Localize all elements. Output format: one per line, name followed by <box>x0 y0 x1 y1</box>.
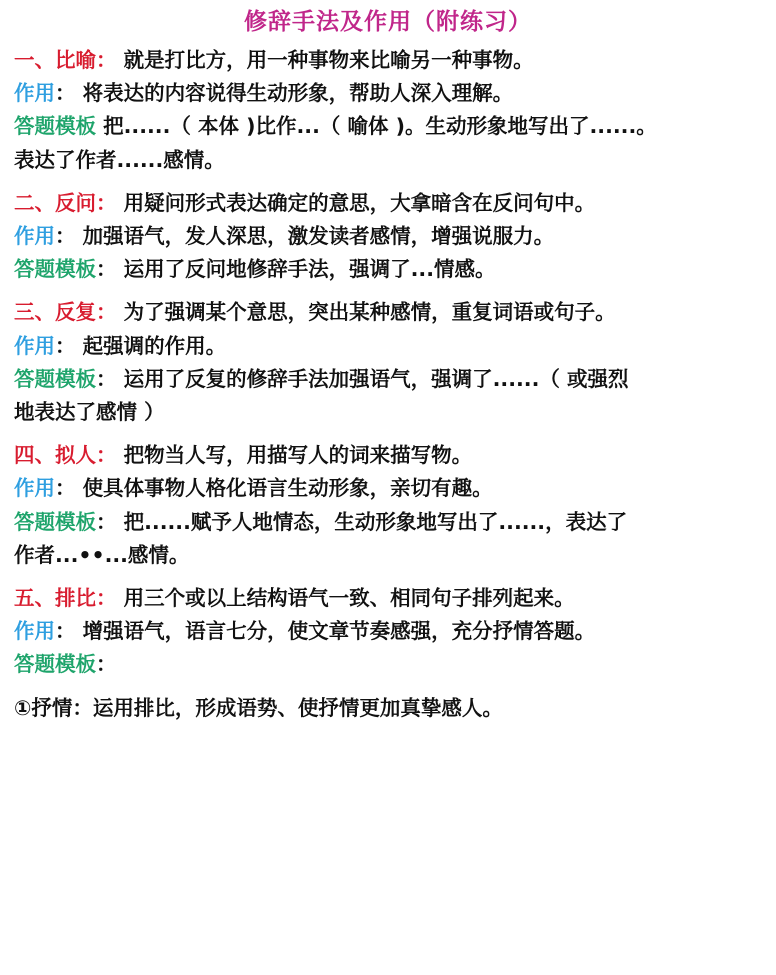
section-use-line: 作用： 起强调的作用。 <box>14 333 227 358</box>
page-title: 修辞手法及作用（附练习） <box>244 9 532 35</box>
section-number-label: 一、比喻： <box>14 47 117 72</box>
section-bi-yu <box>14 44 762 177</box>
template-text-continued: 作者...••...感情。 <box>14 542 190 567</box>
use-label: 作用 <box>14 333 55 358</box>
section-use-line: 作用： 将表达的内容说得生动形象，帮助人深入理解。 <box>14 81 514 106</box>
section-number-label: 四、拟人： <box>14 443 117 468</box>
section-definition-line <box>14 296 762 329</box>
use-label: 作用 <box>14 223 55 248</box>
use-label: 作用 <box>14 619 55 644</box>
template-text: 运用了反问地修辞手法，强调了...情感。 <box>123 257 496 282</box>
use-label: 作用 <box>14 81 55 106</box>
section-definition-text: 就是打比方，用一种事物来比喻另一种事物。 <box>123 47 534 72</box>
section-ni-ren <box>14 439 762 572</box>
section-fan-wen <box>14 187 762 287</box>
section-definition-text: 把物当人写，用描写人的词来描写物。 <box>123 443 473 468</box>
section-definition-line <box>14 582 762 615</box>
use-text: 将表达的内容说得生动形象，帮助人深入理解。 <box>82 81 514 106</box>
template-text-continued: 地表达了感情 ） <box>14 399 165 424</box>
section-template-line: 答题模板： 运用了反问地修辞手法，强调了...情感。 <box>14 257 496 282</box>
template-text-continued: 表达了作者......感情。 <box>14 147 225 172</box>
template-label: 答题模板 <box>14 366 96 391</box>
footer-list-item: ①抒情：运用排比，形成语势、使抒情更加真挚感人。 <box>14 695 503 720</box>
section-definition-text: 用三个或以上结构语气一致、相同句子排列起来。 <box>123 585 575 610</box>
template-text: 运用了反复的修辞手法加强语气，强调了......（ 或强烈 <box>123 366 629 391</box>
template-label: 答题模板 <box>14 509 96 534</box>
section-definition-line <box>14 439 762 472</box>
section-template-line <box>14 110 762 143</box>
section-fan-fu <box>14 296 762 429</box>
use-text: 起强调的作用。 <box>82 333 227 358</box>
use-text: 使具体事物人格化语言生动形象，亲切有趣。 <box>82 476 493 501</box>
section-use-line: 作用： 使具体事物人格化语言生动形象，亲切有趣。 <box>14 476 493 501</box>
section-number-label: 五、排比： <box>14 585 117 610</box>
section-template-line: 答题模板： <box>14 652 117 677</box>
section-template-line: 答题模板： 运用了反复的修辞手法加强语气，强调了......（ 或强烈 <box>14 366 629 391</box>
section-definition-line <box>14 187 762 220</box>
use-label: 作用 <box>14 476 55 501</box>
section-definition-text: 为了强调某个意思，突出某种感情，重复词语或句子。 <box>123 300 616 325</box>
section-number-label: 三、反复： <box>14 300 117 325</box>
section-number-label: 二、反问： <box>14 190 117 215</box>
section-template-line: 答题模板： 把......赋予人地情态，生动形象地写出了......，表达了 <box>14 509 628 534</box>
template-label: 答题模板 <box>14 652 96 677</box>
section-definition-text: 用疑问形式表达确定的意思，大拿暗含在反问句中。 <box>123 190 596 215</box>
use-text: 加强语气，发人深思，激发读者感情，增强说服力。 <box>82 223 555 248</box>
template-text: 把......赋予人地情态，生动形象地写出了......，表达了 <box>123 509 628 534</box>
template-label: 答题模板 <box>14 257 96 282</box>
section-definition-line <box>14 44 762 77</box>
section-use-line: 作用： 加强语气，发人深思，激发读者感情，增强说服力。 <box>14 223 555 248</box>
template-text: 把......（ 本体 )比作...（ 喻体 )。生动形象地写出了......。 <box>103 114 657 139</box>
section-pai-bi <box>14 582 762 682</box>
template-label: 答题模板 <box>14 114 96 139</box>
use-text: 增强语气，语言七分，使文章节奏感强，充分抒情答题。 <box>82 619 596 644</box>
section-use-line: 作用： 增强语气，语言七分，使文章节奏感强，充分抒情答题。 <box>14 619 596 644</box>
